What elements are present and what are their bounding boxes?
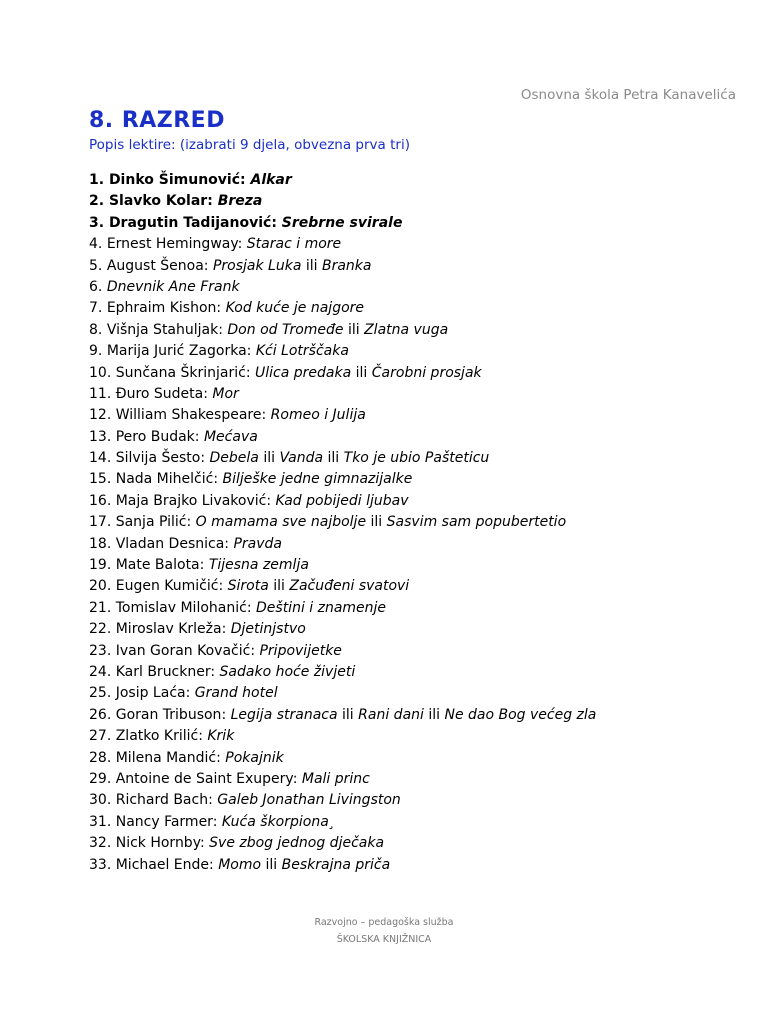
list-item: 7. Ephraim Kishon: Kod kuće je najgore: [89, 300, 365, 317]
item-author: Slavko Kolar: [108, 193, 208, 210]
item-author: Višnja Stahuljak: [106, 321, 219, 338]
item-title: Ne dao Bog većeg zla: [444, 706, 597, 723]
item-author: Dinko Šimunović: [108, 172, 240, 188]
list-item: 32. Nick Hornby: Sve zbog jednog dječaka: [89, 835, 385, 852]
item-number: 5.: [89, 257, 107, 274]
item-title: Sasvim sam popubertetio: [386, 514, 567, 531]
item-title: Kći Lotrščaka: [255, 343, 349, 360]
item-title: Začuđeni svatovi: [289, 578, 410, 595]
list-item: 14. Silvija Šesto: Debela ili Vanda ili Tko je ubio Pašteticu: [89, 450, 490, 467]
list-item: 23. Ivan Goran Kovačić: Pripovijetke: [89, 642, 342, 659]
item-title: Tko je ubio Pašteticu: [343, 450, 490, 467]
item-connector: ili: [258, 450, 280, 467]
item-author: Ephraim Kishon: [106, 300, 217, 317]
item-number: 13.: [89, 428, 116, 445]
list-item: 9. Marija Jurić Zagorka: Kći Lotrščaka: [89, 343, 349, 360]
item-connector: ili: [366, 514, 387, 531]
item-author: Zlatko Krilić: [115, 728, 199, 745]
item-author: Milena Mandić: [115, 749, 217, 766]
item-title: Beskrajna priča: [281, 856, 391, 873]
item-number: 10.: [89, 364, 116, 381]
item-title: Vanda: [279, 450, 324, 467]
item-title: Bilješke jedne gimnazijalke: [222, 471, 413, 488]
item-author: Dragutin Tadijanović: [108, 214, 272, 231]
item-number: 2.: [89, 193, 109, 210]
item-number: 32.: [89, 835, 116, 852]
page-subtitle: Popis lektire: (izabrati 9 djela, obvezna prva tri): [89, 137, 410, 153]
item-number: 17.: [89, 514, 116, 531]
list-item: 3. Dragutin Tadijanović: Srebrne svirale: [89, 214, 403, 231]
item-author: Sanja Pilić: [115, 514, 187, 531]
item-title: Branka: [321, 257, 372, 274]
item-number: 8.: [89, 321, 107, 338]
list-item: 15. Nada Mihelčić: Bilješke jedne gimnazijalke: [89, 471, 413, 488]
item-title: Mor: [212, 385, 239, 402]
list-item: 1. Dinko Šimunović: Alkar: [89, 172, 292, 188]
list-item: 21. Tomislav Milohanić: Deštini i znamenje: [89, 599, 387, 616]
item-title: Sirota: [227, 578, 269, 595]
item-connector: ili: [423, 706, 445, 723]
item-author: Nancy Farmer: [115, 813, 213, 830]
item-author: Josip Laća: [115, 685, 186, 702]
item-author: Sunčana Škrinjarić: [115, 364, 246, 381]
item-author: Đuro Sudeta: [115, 385, 204, 402]
item-title: Pokajnik: [225, 749, 284, 766]
list-item: 12. William Shakespeare: Romeo i Julija: [89, 407, 366, 424]
list-item: [89, 277, 596, 298]
item-title: Dnevnik Ane Frank: [106, 278, 240, 295]
item-author: Nick Hornby: [115, 835, 200, 852]
item-number: 6.: [89, 278, 107, 295]
item-author: Vladan Desnica: [115, 535, 225, 552]
item-title: Sadako hoće živjeti: [219, 663, 356, 680]
list-item: 25. Josip Laća: Grand hotel: [89, 685, 278, 702]
list-item: 20. Eugen Kumičić: Sirota ili Začuđeni svatovi: [89, 578, 410, 595]
list-item: 18. Vladan Desnica: Pravda: [89, 535, 282, 552]
item-title: Don od Tromeđe: [227, 321, 344, 338]
item-title: Legija stranaca: [230, 706, 338, 723]
list-item: 11. Đuro Sudeta: Mor: [89, 385, 239, 402]
item-number: 29.: [89, 770, 116, 787]
item-author: Silvija Šesto: [115, 450, 201, 467]
item-title: Srebrne svirale: [281, 214, 403, 231]
item-title: Ulica predaka: [255, 364, 352, 381]
item-title: Mali princ: [301, 770, 370, 787]
item-number: 18.: [89, 535, 116, 552]
list-item: 28. Milena Mandić: Pokajnik: [89, 749, 284, 766]
item-title: Breza: [217, 193, 263, 210]
list-item: 13. Pero Budak: Mećava: [89, 428, 258, 445]
list-item: 2. Slavko Kolar: Breza: [89, 193, 263, 210]
item-number: 9.: [89, 343, 107, 360]
list-item: 29. Antoine de Saint Exupery: Mali princ: [89, 770, 370, 787]
item-title: Galeb Jonathan Livingston: [217, 792, 401, 809]
item-number: 30.: [89, 792, 116, 809]
item-connector: ili: [337, 706, 359, 723]
item-number: 16.: [89, 492, 116, 509]
footer-library: ŠKOLSKA KNJIŽNICA: [336, 934, 432, 945]
item-connector: ili: [323, 450, 344, 467]
item-number: 27.: [89, 728, 116, 745]
item-author: Michael Ende: [115, 856, 210, 873]
item-author: Tomislav Milohanić: [115, 599, 247, 616]
list-item: 8. Višnja Stahuljak: Don od Tromeđe ili Zlatna vuga: [89, 321, 449, 338]
list-item: 4. Ernest Hemingway: Starac i more: [89, 236, 342, 253]
item-number: 7.: [89, 300, 107, 317]
item-number: 12.: [89, 407, 116, 424]
item-title: O mamama sve najbolje: [195, 514, 367, 531]
item-title: Momo: [218, 856, 262, 873]
item-title: Čarobni prosjak: [371, 364, 482, 381]
item-number: 33.: [89, 856, 116, 873]
item-title: Romeo i Julija: [270, 407, 366, 424]
item-number: 23.: [89, 642, 116, 659]
item-title: Kad pobijedi ljubav: [275, 492, 409, 509]
item-title: Pripovijetke: [259, 642, 342, 659]
list-item: 33. Michael Ende: Momo ili Beskrajna priča: [89, 856, 391, 873]
item-title: Prosjak Luka: [212, 257, 302, 274]
item-number: 3.: [89, 214, 109, 231]
list-item: 16. Maja Brajko Livaković: Kad pobijedi ljubav: [89, 492, 409, 509]
list-item: 24. Karl Bruckner: Sadako hoće živjeti: [89, 663, 356, 680]
item-author: Goran Tribuson: [115, 706, 222, 723]
footer-department: Razvojno – pedagoška služba: [314, 917, 454, 928]
item-number: 19.: [89, 557, 116, 574]
item-number: 4.: [89, 236, 107, 253]
item-author: William Shakespeare: [115, 407, 262, 424]
list-item: 22. Miroslav Krleža: Djetinjstvo: [89, 621, 306, 638]
list-item: 10. Sunčana Škrinjarić: Ulica predaka ili Čarobni prosjak: [89, 364, 482, 381]
item-title: Rani dani: [358, 706, 424, 723]
page-title: 8. RAZRED: [89, 108, 225, 133]
footer: [0, 914, 768, 948]
item-number: 22.: [89, 621, 116, 638]
item-number: 25.: [89, 685, 116, 702]
item-author: Pero Budak: [115, 428, 195, 445]
school-name: Osnovna škola Petra Kanavelića: [520, 87, 736, 103]
item-title: Pravda: [233, 535, 282, 552]
item-connector: ili: [261, 856, 282, 873]
item-number: 14.: [89, 450, 116, 467]
item-author: Ivan Goran Kovačić: [115, 642, 251, 659]
item-number: 31.: [89, 813, 116, 830]
item-title: Sve zbog jednog dječaka: [209, 835, 385, 852]
item-author: Marija Jurić Zagorka: [106, 343, 247, 360]
item-title: Kuća škorpiona¸: [221, 813, 336, 830]
item-number: 1.: [89, 172, 109, 188]
item-connector: ili: [301, 257, 322, 274]
item-connector: ili: [268, 578, 290, 595]
list-item: 31. Nancy Farmer: Kuća škorpiona¸: [89, 813, 336, 830]
list-item: 30. Richard Bach: Galeb Jonathan Livingston: [89, 792, 401, 809]
item-author: Mate Balota: [115, 557, 200, 574]
item-number: 21.: [89, 599, 116, 616]
list-item: 27. Zlatko Krilić: Krik: [89, 728, 235, 745]
item-author: Antoine de Saint Exupery: [115, 770, 293, 787]
item-author: Richard Bach: [115, 792, 209, 809]
item-title: Debela: [209, 450, 259, 467]
item-title: Tijesna zemlja: [208, 557, 309, 574]
item-author: August Šenoa: [106, 257, 204, 274]
item-number: 28.: [89, 749, 116, 766]
item-title: Kod kuće je najgore: [225, 300, 365, 317]
item-title: Deštini i znamenje: [256, 599, 387, 616]
list-item: 17. Sanja Pilić: O mamama sve najbolje ili Sasvim sam popubertetio: [89, 514, 567, 531]
item-author: Nada Mihelčić: [115, 471, 214, 488]
item-number: 11.: [89, 385, 116, 402]
item-number: 20.: [89, 578, 116, 595]
item-number: 26.: [89, 706, 116, 723]
item-title: Starac i more: [246, 236, 342, 253]
item-title: Mećava: [203, 428, 258, 445]
item-connector: ili: [351, 364, 372, 381]
reading-list: [89, 170, 596, 876]
item-title: Zlatna vuga: [364, 321, 449, 338]
item-title: Krik: [207, 728, 235, 745]
item-number: 24.: [89, 663, 116, 680]
item-author: Miroslav Krleža: [115, 621, 222, 638]
item-author: Ernest Hemingway: [106, 236, 238, 253]
list-item: 19. Mate Balota: Tijesna zemlja: [89, 557, 309, 574]
item-title: Grand hotel: [194, 685, 278, 702]
item-author: Eugen Kumičić: [115, 578, 219, 595]
list-item: 26. Goran Tribuson: Legija stranaca ili Rani dani ili Ne dao Bog većeg zla: [89, 706, 597, 723]
item-title: Djetinjstvo: [230, 621, 306, 638]
item-connector: ili: [343, 321, 365, 338]
list-item: 5. August Šenoa: Prosjak Luka ili Branka: [89, 257, 372, 274]
item-author: Karl Bruckner: [115, 663, 211, 680]
item-number: 15.: [89, 471, 116, 488]
item-title: Alkar: [250, 172, 292, 188]
item-author: Maja Brajko Livaković: [115, 492, 267, 509]
